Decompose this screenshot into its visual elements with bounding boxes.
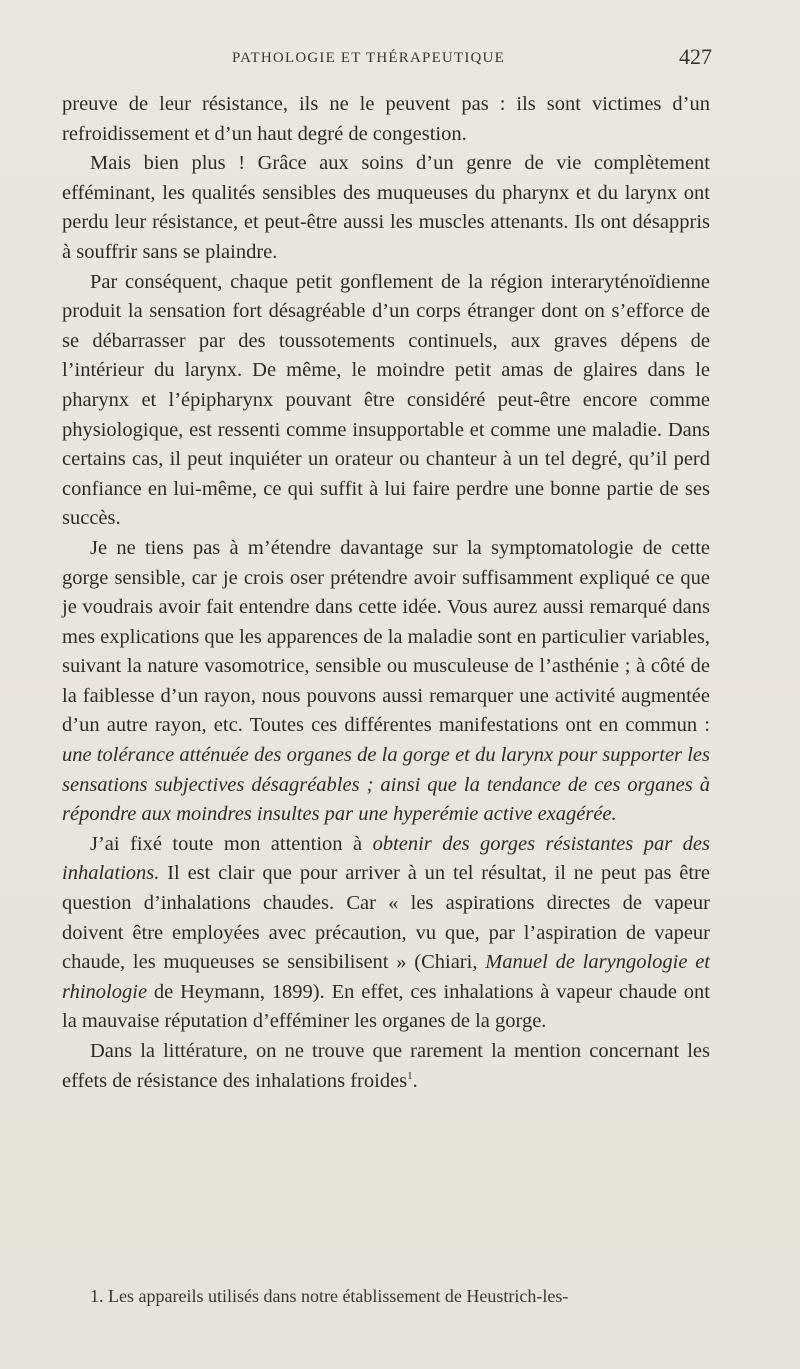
paragraph-5-text-c: de Heymann, 1899). En effet, ces inhalations à vapeur chaude ont la mauvaise réputation d’efféminer les organes de la gorge. xyxy=(62,980,710,1033)
running-title: PATHOLOGIE ET THÉRAPEUTIQUE xyxy=(232,50,505,66)
paragraph-2: Mais bien plus ! Grâce aux soins d’un genre de vie complètement efféminant, les qualités sensibles des muqueuses du pharynx et du larynx ont perdu leur résistance, et peut-être aussi les muscles attenants. Ils ont désappris à souffrir sans se plaindre. xyxy=(62,152,710,263)
page-number: 427 xyxy=(679,44,712,69)
footnote-marker: 1 xyxy=(407,1069,413,1082)
footnote: 1. Les appareils utilisés dans notre établissement de Heustrich-les- xyxy=(90,1286,569,1306)
paragraph-5-citation-title: Manuel de laryngologie et rhinologie xyxy=(62,951,710,1003)
paragraph-5-text-b: Il est clair que pour arriver à un tel résultat, il ne peut pas être question d’inhalations chaudes. Car « les aspirations directes de vapeur doivent être employées avec précaution, vu que, par l’aspiration de vapeur chaude, les muqueuses se sensibilisent » (Chiari, xyxy=(62,862,710,974)
paragraph-5 xyxy=(62,830,710,1037)
paragraph-6 xyxy=(62,1037,710,1096)
paragraph-4 xyxy=(62,534,710,830)
paragraph-1: preuve de leur résistance, ils ne le peuvent pas : ils sont victimes d’un refroidissement et d’un haut degré de congestion. xyxy=(62,93,710,145)
paragraph-5-text-a: J’ai fixé toute mon attention à xyxy=(90,832,373,855)
paragraph-6-end: . xyxy=(412,1069,418,1092)
body-text xyxy=(62,90,710,1096)
page-header xyxy=(62,44,712,74)
paragraph-4-text: Je ne tiens pas à m’étendre davantage sur la symptomatologie de cette gorge sensible, car je crois oser prétendre avoir suffisamment expliqué ce que je voudrais avoir fait entendre dans cette idée. Vous aurez aussi remarqué dans mes explications que les apparences de la maladie sont en particulier variables, suivant la nature vasomotrice, sensible ou musculeuse de l’asthénie ; à côté de la faiblesse d’un rayon, nous pouvons aussi remarquer une activité augmentée d’un autre rayon, etc. Toutes ces différentes manifestations ont en commun : xyxy=(62,536,710,737)
paragraph-6-text: Dans la littérature, on ne trouve que rarement la mention concernant les effets de résistance des inhalations froides xyxy=(62,1040,710,1092)
paragraph-4-emphasis: une tolérance atténuée des organes de la gorge et du larynx pour supporter les sensations subjectives désagréables ; ainsi que la tendance de ces organes à répondre aux moindres insultes par une hyperémie active exagérée. xyxy=(62,744,710,826)
paragraph-3: Par conséquent, chaque petit gonflement de la région interaryténoïdienne produit la sensation fort désagréable d’un corps étranger dont on s’efforce de se débarrasser par des toussotements continuels, aux graves dépens de l’intérieur du larynx. De même, le moindre petit amas de glaires dans le pharynx et l’épipharynx pouvant être considéré peut-être encore comme physiologique, est ressenti comme insupportable et comme une maladie. Dans certains cas, il peut inquiéter un orateur ou chanteur à un tel degré, qu’il perd confiance en lui-même, ce qui suffit à lui faire perdre une bonne partie de ses succès. xyxy=(62,270,710,530)
paragraph-5-emphasis-1: obtenir des gorges résistantes par des inhalations. xyxy=(62,832,711,885)
